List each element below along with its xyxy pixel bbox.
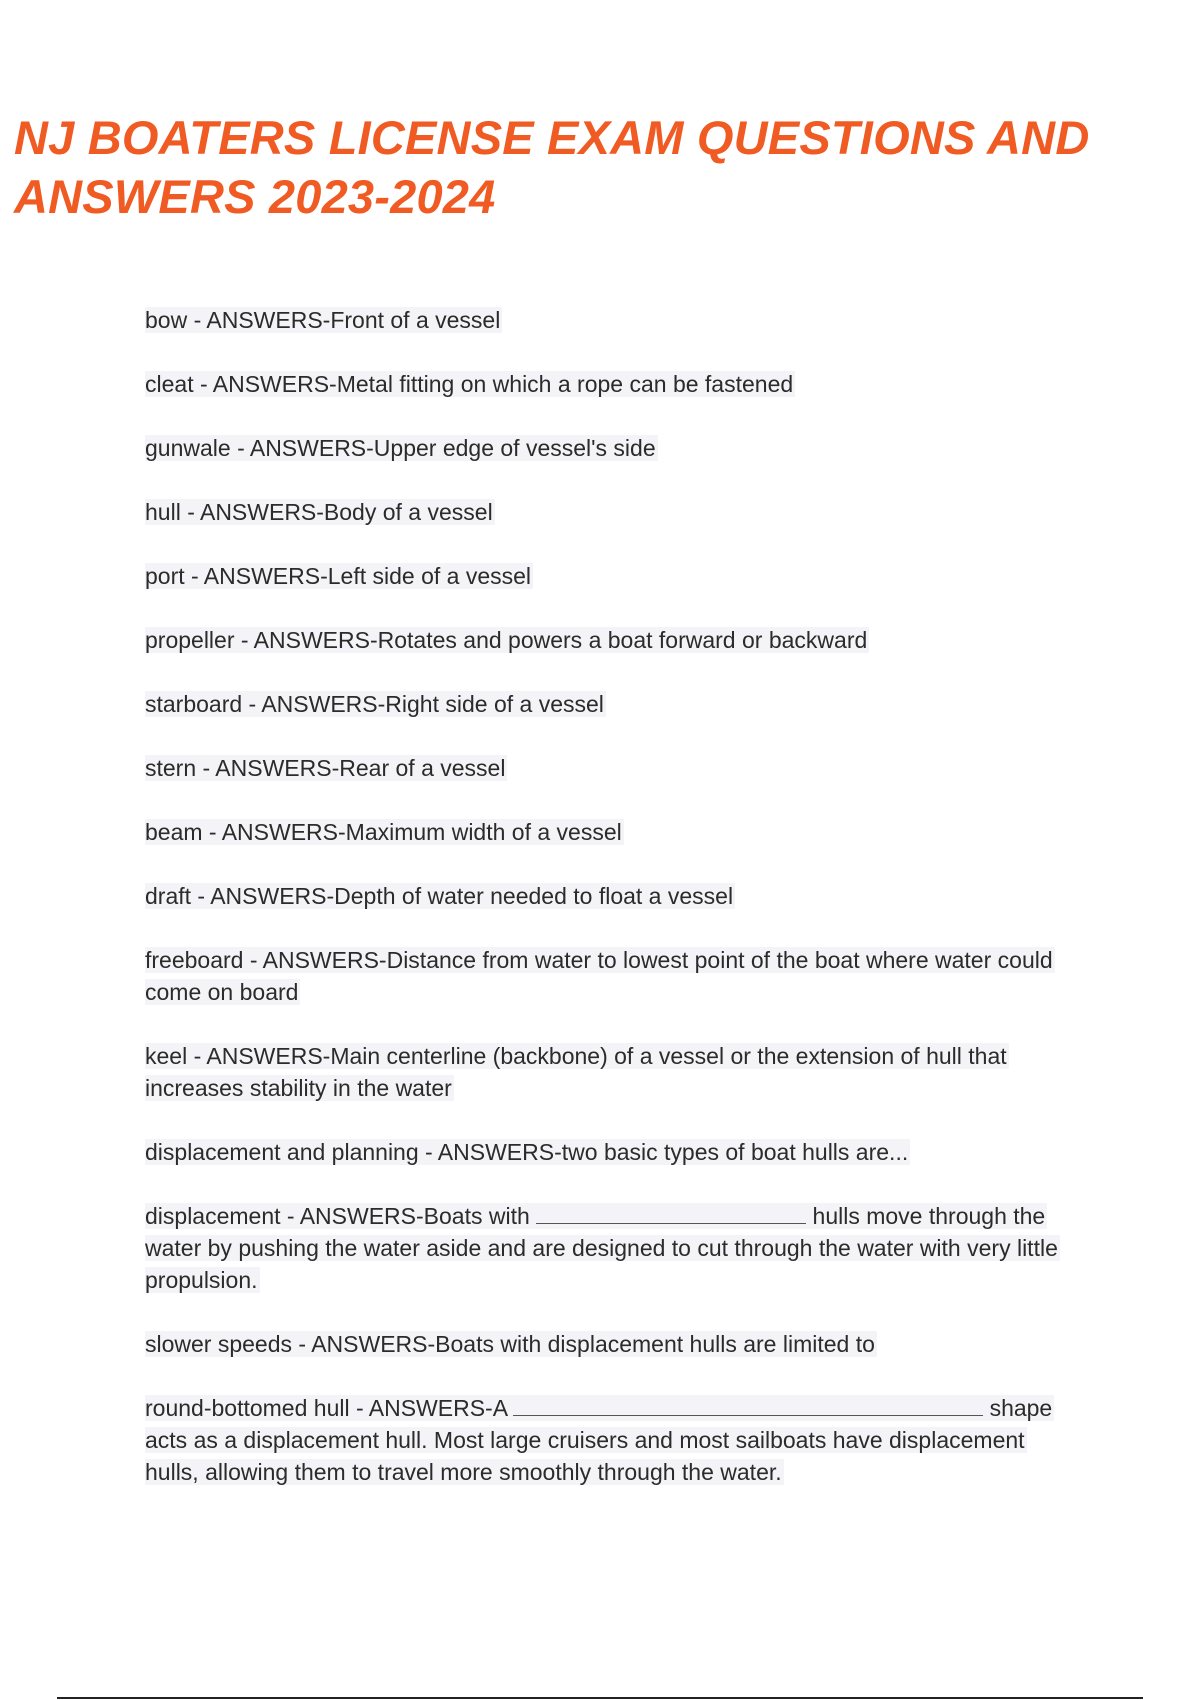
qa-text: gunwale - ANSWERS-Upper edge of vessel's side (145, 435, 656, 461)
qa-text (145, 1203, 1060, 1293)
list-item (145, 624, 1065, 656)
qa-text: cleat - ANSWERS-Metal fitting on which a rope can be fastened (145, 371, 794, 397)
qa-text-after: hulls move through the water by pushing the water aside and are designed to cut through the water with very little propulsion. (145, 1203, 1058, 1293)
qa-text: slower speeds - ANSWERS-Boats with displacement hulls are limited to (145, 1331, 875, 1357)
qa-text: keel - ANSWERS-Main centerline (backbone) of a vessel or the extension of hull that increases stability in the water (145, 1043, 1007, 1101)
qa-text-before: displacement - ANSWERS-Boats with (145, 1203, 530, 1229)
qa-text: starboard - ANSWERS-Right side of a vessel (145, 691, 604, 717)
list-item (145, 752, 1065, 784)
list-item (145, 560, 1065, 592)
qa-text: bow - ANSWERS-Front of a vessel (145, 307, 501, 333)
qa-text: freeboard - ANSWERS-Distance from water to lowest point of the boat where water could come on board (145, 947, 1053, 1005)
fill-in-blank (513, 1393, 983, 1416)
list-item (145, 1392, 1065, 1488)
qa-list (145, 304, 1065, 1520)
qa-text: stern - ANSWERS-Rear of a vessel (145, 755, 506, 781)
qa-text: draft - ANSWERS-Depth of water needed to float a vessel (145, 883, 734, 909)
qa-text (145, 1395, 1054, 1485)
footer-divider (57, 1697, 1143, 1699)
list-item (145, 688, 1065, 720)
qa-text: port - ANSWERS-Left side of a vessel (145, 563, 532, 589)
list-item (145, 304, 1065, 336)
qa-text: hull - ANSWERS-Body of a vessel (145, 499, 493, 525)
qa-text-after: shape acts as a displacement hull. Most large cruisers and most sailboats have displacement hulls, allowing them to travel more smoothly through the water. (145, 1395, 1053, 1485)
list-item (145, 944, 1065, 1008)
list-item (145, 1200, 1065, 1296)
qa-text: beam - ANSWERS-Maximum width of a vessel (145, 819, 622, 845)
qa-text: displacement and planning - ANSWERS-two basic types of boat hulls are... (145, 1139, 909, 1165)
list-item (145, 496, 1065, 528)
fill-in-blank (536, 1201, 806, 1224)
list-item (145, 1040, 1065, 1104)
document-title: NJ BOATERS LICENSE EXAM QUESTIONS AND ANSWERS 2023-2024 (14, 111, 1090, 223)
list-item (145, 1136, 1065, 1168)
qa-text-before: round-bottomed hull - ANSWERS-A (145, 1395, 507, 1421)
list-item (145, 1328, 1065, 1360)
list-item (145, 432, 1065, 464)
list-item (145, 880, 1065, 912)
qa-text: propeller - ANSWERS-Rotates and powers a boat forward or backward (145, 627, 868, 653)
list-item (145, 816, 1065, 848)
list-item (145, 368, 1065, 400)
